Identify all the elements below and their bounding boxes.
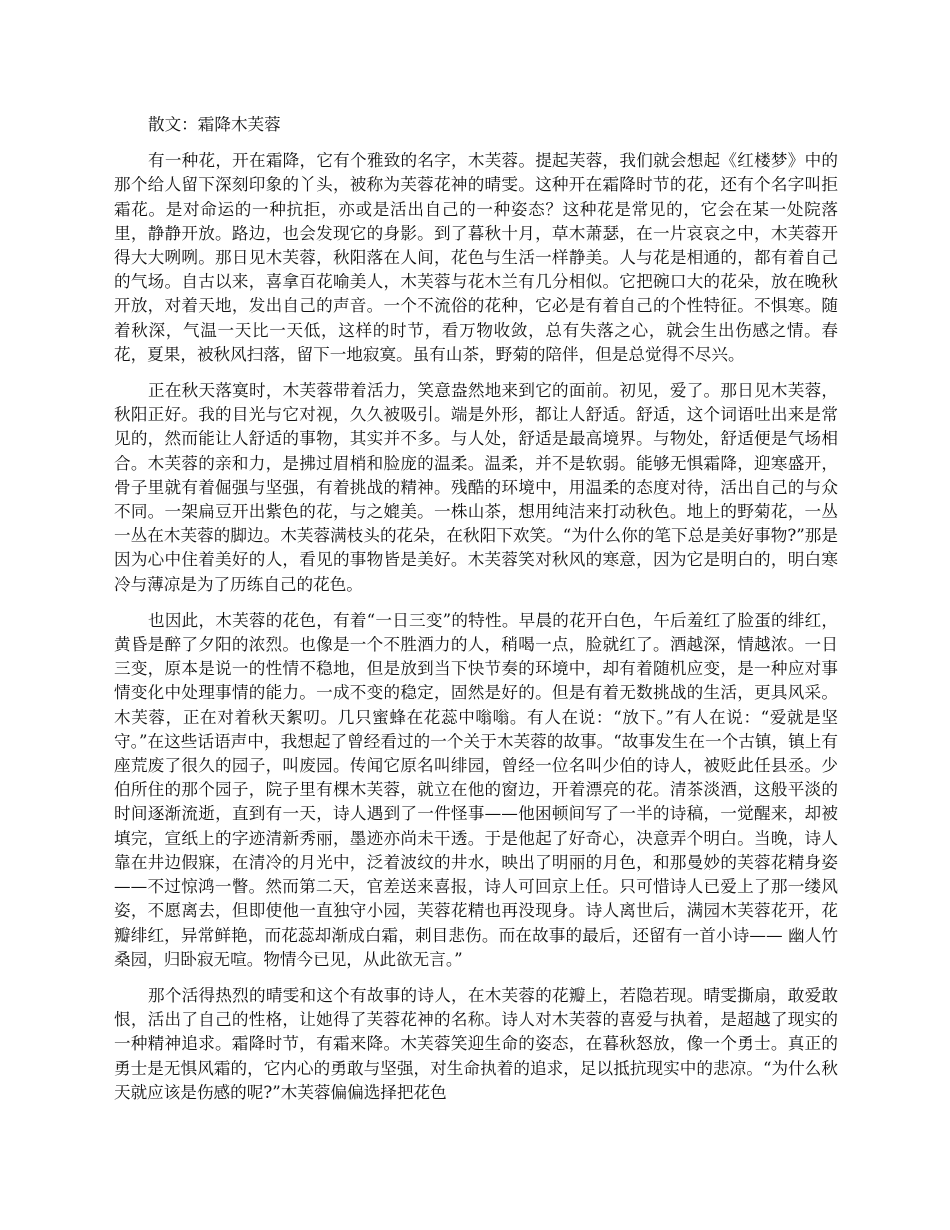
document-title: 散文：霜降木芙蓉 — [148, 115, 281, 134]
paragraph-4: 那个活得热烈的晴雯和这个有故事的诗人，在木芙蓉的花瓣上，若隐若现。晴雯撕扇，敢爱敢恨，活出了自己的性格，让她得了芙蓉花神的名称。诗人对木芙蓉的喜爱与执着，是超越了现实的一种精神追求。霜降时节，有霜来降。木芙蓉笑迎生命的姿态，在暮秋怒放，像一个勇士。真正的勇士是无惧风霜的，它内心的勇敢与坚强，对生命执着的追求，足以抵抗现实中的悲凉。“为什么秋天就应该是伤感的呢?”木芙蓉偏偏选择把花色 — [114, 985, 838, 1102]
document-page — [114, 113, 838, 1117]
paragraph-2: 正在秋天落寞时，木芙蓉带着活力，笑意盎然地来到它的面前。初见，爱了。那日见木芙蓉，秋阳正好。我的目光与它对视，久久被吸引。端是外形，都让人舒适。舒适，这个词语吐出来是常见的，然而能让人舒适的事物，其实并不多。与人处，舒适是最高境界。与物处，舒适便是气场相合。木芙蓉的亲和力，是拂过眉梢和脸庞的温柔。温柔，并不是软弱。能够无惧霜降，迎寒盛开，骨子里就有着倔强与坚强，有着挑战的精神。残酷的环境中，用温柔的态度对待，活出自己的与众不同。一架扁豆开出紫色的花，与之媲美。一株山茶，想用纯洁来打动秋色。地上的野菊花，一丛一丛在木芙蓉的脚边。木芙蓉满枝头的花朵，在秋阳下欢笑。“为什么你的笔下总是美好事物?”那是因为心中住着美好的人，看见的事物皆是美好。木芙蓉笑对秋风的寒意，因为它是明白的，明白寒冷与薄凉是为了历练自己的花色。 — [114, 381, 838, 594]
paragraph-3: 也因此，木芙蓉的花色，有着“一日三变”的特性。早晨的花开白色，午后羞红了脸蛋的绯红，黄昏是醉了夕阳的浓烈。也像是一个不胜酒力的人，稍喝一点，脸就红了。酒越深，情越浓。一日三变，原本是说一的性情不稳地，但是放到当下快节奏的环境中，却有着随机应变，是一种应对事情变化中处理事情的能力。一成不变的稳定，固然是好的。但是有着无数挑战的生活，更具风采。木芙蓉，正在对着秋天絮叨。几只蜜蜂在花蕊中嗡嗡。有人在说：“放下。”有人在说：“爱就是坚守。”在这些话语声中，我想起了曾经看过的一个关于木芙蓉的故事。“故事发生在一个古镇，镇上有座荒废了很久的园子，叫废园。传闻它原名叫绯园，曾经一位名叫少伯的诗人，被贬此任县丞。少伯所住的那个园子，院子里有棵木芙蓉，就立在他的窗边，开着漂亮的花。清茶淡酒，这般平淡的时间逐渐流逝，直到有一天，诗人遇到了一件怪事——他困顿间写了一半的诗稿，一觉醒来，却被填完，宣纸上的字迹清新秀丽，墨迹亦尚未干透。于是他起了好奇心，决意弄个明白。当晚，诗人靠在井边假寐，在清冷的月光中，泛着波纹的井水，映出了明丽的月色，和那曼妙的芙蓉花精身姿——不过惊鸿一瞥。然而第二天，官差送来喜报，诗人可回京上任。只可惜诗人已爱上了那一缕风姿，不愿离去，但即使他一直独守小园，芙蓉花精也再没现身。诗人离世后，满园木芙蓉花开，花瓣绯红，异常鲜艳，而花蕊却渐成白霜，刺目悲伤。而在故事的最后，还留有一首小诗—— 幽人竹桑园，归卧寂无喧。物情今已见，从此欲无言。” — [114, 610, 838, 969]
paragraph-1: 有一种花，开在霜降，它有个雅致的名字，木芙蓉。提起芙蓉，我们就会想起《红楼梦》中的那个给人留下深刻印象的丫头，被称为芙蓉花神的晴雯。这种开在霜降时节的花，还有个名字叫拒霜花。是对命运的一种抗拒，亦或是活出自己的一种姿态？这种花是常见的，它会在某一处院落里，静静开放。路边，也会发现它的身影。到了暮秋十月，草木萧瑟，在一片哀哀之中，木芙蓉开得大大咧咧。那日见木芙蓉，秋阳落在人间，花色与生活一样静美。人与花是相通的，都有着自己的气场。自古以来，喜拿百花喻美人，木芙蓉与花木兰有几分相似。它把碗口大的花朵，放在晚秋开放，对着天地，发出自己的声音。一个不流俗的花种，它必是有着自己的个性特征。不惧寒。随着秋深，气温一天比一天低，这样的时节，看万物收敛，总有失落之心，就会生出伤感之情。春花，夏果，被秋风扫落，留下一地寂寞。虽有山茶，野菊的陪伴，但是总觉得不尽兴。 — [114, 151, 838, 364]
